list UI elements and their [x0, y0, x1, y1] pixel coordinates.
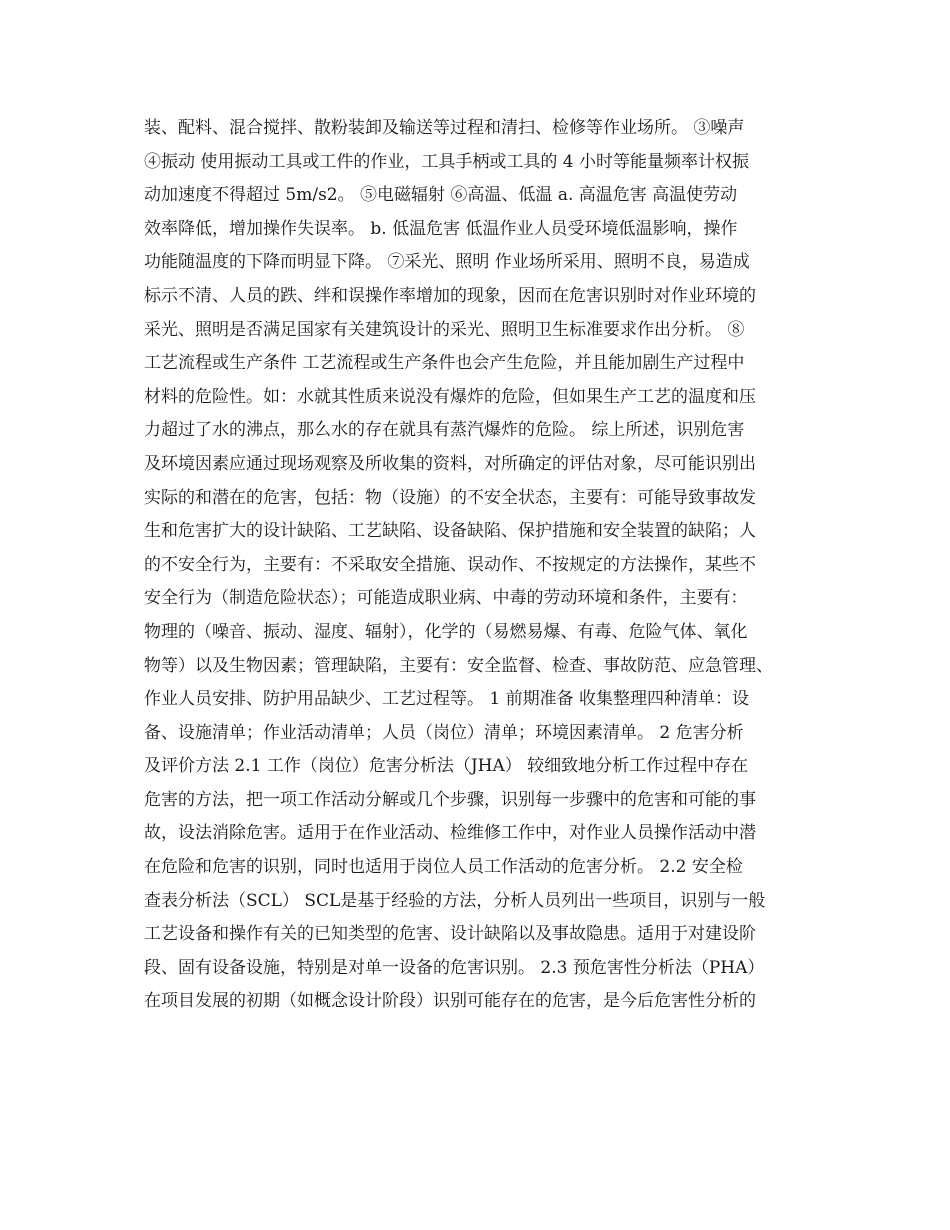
text-line: 标示不清、人员的跌、绊和误操作率增加的现象，因而在危害识别时对作业环境的: [144, 285, 756, 306]
text-line: 备、设施清单；作业活动清单；人员（岗位）清单；环境因素清单。 2 危害分析: [144, 722, 744, 743]
text-line: 效率降低，增加操作失误率。 b. 低温危害 低温作业人员受环境低温影响，操作: [144, 218, 738, 239]
text-line: 查表分析法（SCL） SCL是基于经验的方法，分析人员列出一些项目，识别与一般: [144, 890, 766, 911]
text-line: 材料的危险性。如：水就其性质来说没有爆炸的危险，但如果生产工艺的温度和压: [144, 386, 756, 407]
text-line: ④振动 使用振动工具或工件的作业，工具手柄或工具的 4 小时等能量频率计权振: [144, 151, 750, 172]
text-line: 生和危害扩大的设计缺陷、工艺缺陷、设备缺陷、保护措施和安全装置的缺陷；人: [144, 521, 756, 542]
text-line: 危害的方法，把一项工作活动分解或几个步骤，识别每一步骤中的危害和可能的事: [144, 789, 756, 810]
text-line: 的不安全行为，主要有：不采取安全措施、误动作、不按规定的方法操作，某些不: [144, 554, 756, 575]
text-line: 实际的和潜在的危害，包括：物（设施）的不安全状态，主要有：可能导致事故发: [144, 487, 756, 508]
text-line: 力超过了水的沸点，那么水的存在就具有蒸汽爆炸的危险。 综上所述，识别危害: [144, 420, 745, 441]
text-line: 物理的（噪音、振动、湿度、辐射），化学的（易燃易爆、有毒、危险气体、氧化: [144, 621, 748, 642]
text-line: 功能随温度的下降而明显下降。 ⑦采光、照明 作业场所采用、照明不良，易造成: [144, 252, 750, 273]
text-line: 故，设法消除危害。适用于在作业活动、检维修工作中，对作业人员操作活动中潜: [144, 823, 756, 844]
text-line: 动加速度不得超过 5m/s2。 ⑤电磁辐射 ⑥高温、低温 a. 高温危害 高温使劳动: [144, 185, 738, 206]
text-line: 段、固有设备设施，特别是对单一设备的危害识别。 2.3 预危害性分析法（PHA）: [144, 957, 765, 978]
text-line: 在危险和危害的识别，同时也适用于岗位人员工作活动的危害分析。 2.2 安全检: [144, 857, 743, 878]
text-line: 装、配料、混合搅拌、散粉装卸及输送等过程和清扫、检修等作业场所。 ③噪声: [144, 118, 745, 138]
text-line: 采光、照明是否满足国家有关建筑设计的采光、照明卫生标准要求作出分析。 ⑧: [144, 319, 745, 340]
text-line: 及环境因素应通过现场观察及所收集的资料，对所确定的评估对象，尽可能识别出: [144, 453, 756, 474]
text-line: 工艺设备和操作有关的已知类型的危害、设计缺陷以及事故隐患。适用于对建设阶: [144, 924, 756, 945]
text-line: 工艺流程或生产条件 工艺流程或生产条件也会产生危险，并且能加剧生产过程中: [144, 353, 745, 374]
text-line: 及评价方法 2.1 工作（岗位）危害分析法（JHA） 较细致地分析工作过程中存在: [144, 756, 749, 777]
body-text: [144, 112, 824, 1019]
text-line: 安全行为（制造危险状态）；可能造成职业病、中毒的劳动环境和条件，主要有：: [144, 588, 748, 609]
text-line: 物等）以及生物因素；管理缺陷，主要有：安全监督、检查、事故防范、应急管理、: [144, 655, 773, 676]
text-line: 作业人员安排、防护用品缺少、工艺过程等。 1 前期准备 收集整理四种清单：设: [144, 689, 750, 710]
text-line: 在项目发展的初期（如概念设计阶段）识别可能存在的危害，是今后危害性分析的: [144, 991, 756, 1012]
